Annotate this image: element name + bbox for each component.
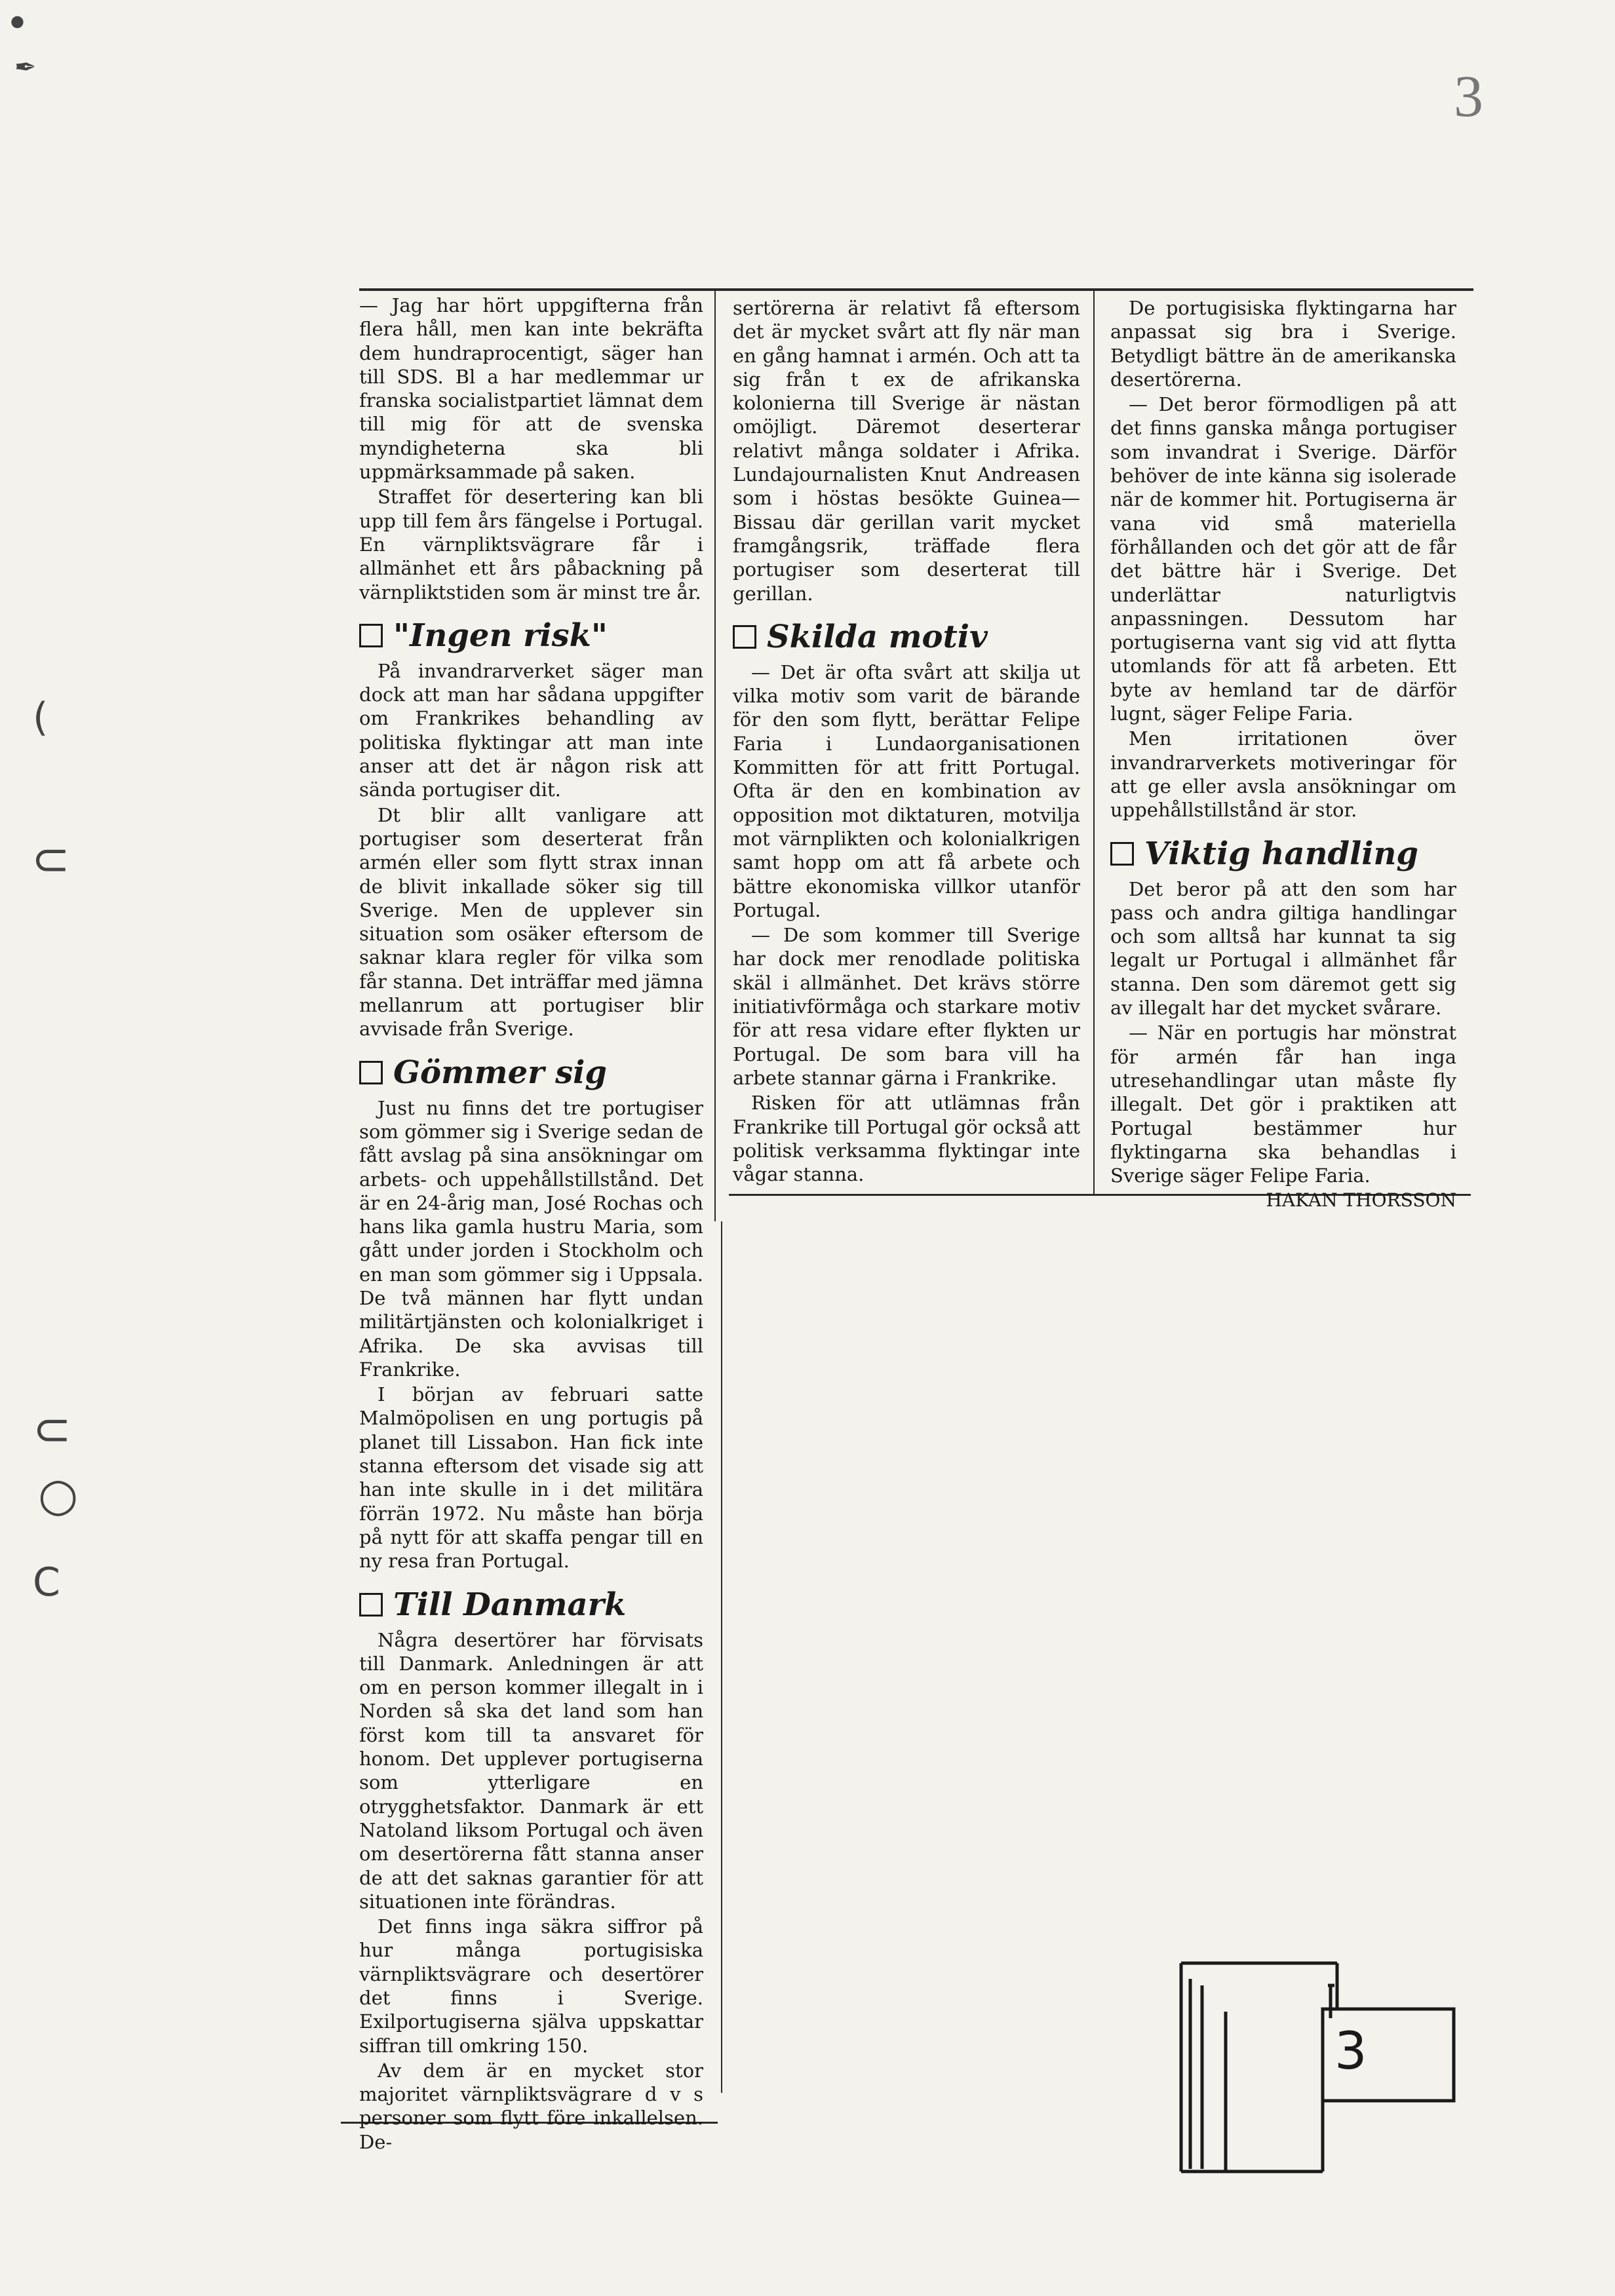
- checkbox-icon: [359, 1593, 383, 1617]
- subheading-text: Viktig handling: [1144, 835, 1418, 872]
- subheading-gommer-sig: [359, 1054, 703, 1091]
- paragraph: — Jag har hört uppgifterna från flera håll, men kan inte bekräfta dem hundraprocentigt, säger han till SDS. Bl a har medlemmar ur franska socialistpartiet lämnat dem till mig för att de svenska myndigheterna ska bli uppmärksammade på saken.: [359, 294, 703, 484]
- paragraph: Risken för att utlämnas från Frankrike till Portugal gör också att politisk verksamma flyktingar inte vågar stanna.: [733, 1092, 1081, 1186]
- paragraph: Just nu finns det tre portugiser som gömmer sig i Sverige sedan de fått avslag på sina ansökningar om arbets- och uppehållstillstånd. Det är en 24-årig man, José Rochas och hans lika gamla hustru Maria, som gått under jorden i Stockholm och en man som gömmer sig i Uppsala. De två männen har flytt undan militärtjänsten och kolonialkriget i Afrika. De ska avvisas till Frankrike.: [359, 1096, 703, 1381]
- margin-mark: ✒: [14, 52, 37, 83]
- article-column-2: [733, 296, 1080, 1187]
- paragraph: sertörerna är relativt få eftersom det är mycket svårt att fly när man en gång hamnat i armén. Och att ta sig från t ex de afrikanska kolonierna till Sverige är nästan omöjligt. Däremot deserterar relativt många soldater i Afrika. Lundajournalisten Knut Andreasen som i höstas besökte Guinea—Bissau där gerillan varit mycket framgångsrik, träffade flera portugiser som deserterat till gerillan.: [733, 297, 1080, 605]
- subheading-text: Till Danmark: [393, 1586, 627, 1623]
- top-rule: [359, 288, 1473, 291]
- paragraph: Det beror på att den som har pass och andra giltiga handlingar och som alltså har kunnat ta sig legalt ur Portugal i allmänhet får stanna. Den som däremot gett sig av illegalt har det mycket svårare.: [1110, 877, 1456, 1020]
- punch-hole-mark: ⊂: [33, 1402, 71, 1456]
- subheading-text: Gömmer sig: [393, 1054, 607, 1091]
- paragraph: Det finns inga säkra siffror på hur många portugisiska värnpliktsvägrare och desertörer det finns i Sverige. Exilportugiserna själva uppskattar siffran till omkring 150.: [359, 1915, 703, 2057]
- paragraph: — När en portugis har mönstrat för armén får han inga utresehandlingar utan måste fly illegalt. Det gör i praktiken att Portugal bestämmer hur flyktingarna ska behandlas i Sverige säger Felipe Faria.: [1110, 1022, 1456, 1187]
- paragraph: Straffet för desertering kan bli upp till fem års fängelse i Portugal. En värnpliktsvägrare får i allmänhet ett års påbackning på värnpliktstiden som är minst tre år.: [359, 486, 703, 603]
- article-column-1: [359, 294, 703, 2155]
- paragraph: Men irritationen över invandrarverkets motiveringar för att ge eller avsla ansökningar om uppehållstillstånd är stor.: [1110, 727, 1456, 822]
- checkbox-icon: [359, 624, 383, 647]
- punch-hole-mark: C: [33, 1559, 60, 1605]
- paragraph: De portugisiska flyktingarna har anpassat sig bra i Sverige. Betydligt bättre än de amerikanska desertörerna.: [1110, 297, 1456, 391]
- paragraph: — Det är ofta svårt att skilja ut vilka motiv som varit de bärande för den som flytt, berättar Felipe Faria i Lundaorganisationen Kommitten för att fritt Portugal. Ofta är den en kombination av opposition mot diktaturen, motvilja mot värnplikten och kolonialkrigen samt hopp om att få arbete och bättre ekonomiska villkor utanför Portugal.: [733, 660, 1080, 921]
- archive-stamp: [1173, 1959, 1468, 2175]
- paragraph: — De som kommer till Sverige har dock mer renodlade politiska skäl i allmänhet. Det krävs större initiativförmåga och starkare motiv för att resa vidare efter flykten ur Portugal. De som bara vill ha arbete stannar gärna i Frankrike.: [733, 924, 1080, 1089]
- column-divider: [714, 291, 716, 1221]
- paragraph: På invandrarverket säger man dock att man har sådana uppgifter om Frankrikes behandling av politiska flyktingar att man inte anser att det är någon risk att sända portugiser dit.: [359, 659, 703, 801]
- subheading-text: Skilda motiv: [767, 618, 988, 655]
- stamp-number: 3: [1334, 2022, 1367, 2081]
- punch-hole-mark: ⊂: [31, 832, 70, 886]
- article-column-3: [1110, 296, 1456, 1213]
- checkbox-icon: [359, 1061, 383, 1084]
- paragraph: — Det beror förmodligen på att det finns ganska många portugiser som invandrat i Sverige. Därför behöver de inte känna sig isolerade när de kommer hit. Portugiserna är vana vid små materiella förhållanden och det gör att de får det bättre här i Sverige. Det underlättar naturligtvis anpassningen. Dessutom har portugiserna vant sig vid att flytta utomlands för att få arbeten. Ett byte av hemland tar de därför lugnt, säger Felipe Faria.: [1110, 393, 1456, 725]
- checkbox-icon: [733, 625, 756, 649]
- page-number: 3: [1454, 64, 1483, 129]
- punch-hole-mark: ○: [38, 1468, 79, 1521]
- checkbox-icon: [1110, 842, 1134, 866]
- paragraph: Dt blir allt vanligare att portugiser som deserterat från armén eller som flytt strax innan de blivit inkallade söker sig till Sverige. Men de upplever sin situation som osäker eftersom de saknar klara regler för vilka som får stanna. Det inträffar med jämna mellanrum att portugiser blir avvisade från Sverige.: [359, 803, 703, 1041]
- subheading-viktig-handling: [1110, 835, 1456, 872]
- subheading-ingen-risk: [359, 617, 703, 654]
- punch-hole-mark: (: [33, 695, 49, 740]
- column-divider: [1093, 291, 1095, 1195]
- column-divider: [721, 1221, 722, 2093]
- paragraph: Några desertörer har förvisats till Danmark. Anledningen är att om en person kommer illegalt in i Norden så ska det land som han först kom till ta ansvaret för honom. Det upplever portugiserna som ytterligare en otrygghetsfaktor. Danmark är ett Natoland liksom Portugal och även om desertörerna fått stanna anser de att det saknas garantier för att situationen inte förändras.: [359, 1628, 703, 1913]
- subheading-text: "Ingen risk": [393, 617, 608, 654]
- margin-mark: ●: [10, 12, 24, 30]
- paragraph: I början av februari satte Malmöpolisen en ung portugis på planet till Lissabon. Han fick inte stanna eftersom det visade sig att han inte skulle in i det militära förrän 1972. Nu måste han börja på nytt för att skaffa pengar till en ny resa fran Portugal.: [359, 1383, 703, 1573]
- paragraph: Av dem är en mycket stor majoritet värnpliktsvägrare d v s personer som flytt före inkallelsen. De-: [359, 2059, 703, 2153]
- subheading-till-danmark: [359, 1586, 703, 1623]
- subheading-skilda-motiv: [733, 619, 1080, 655]
- archive-stamp-graphic: [1173, 1959, 1468, 2175]
- byline: HAKAN THORSSON: [1266, 1189, 1456, 1212]
